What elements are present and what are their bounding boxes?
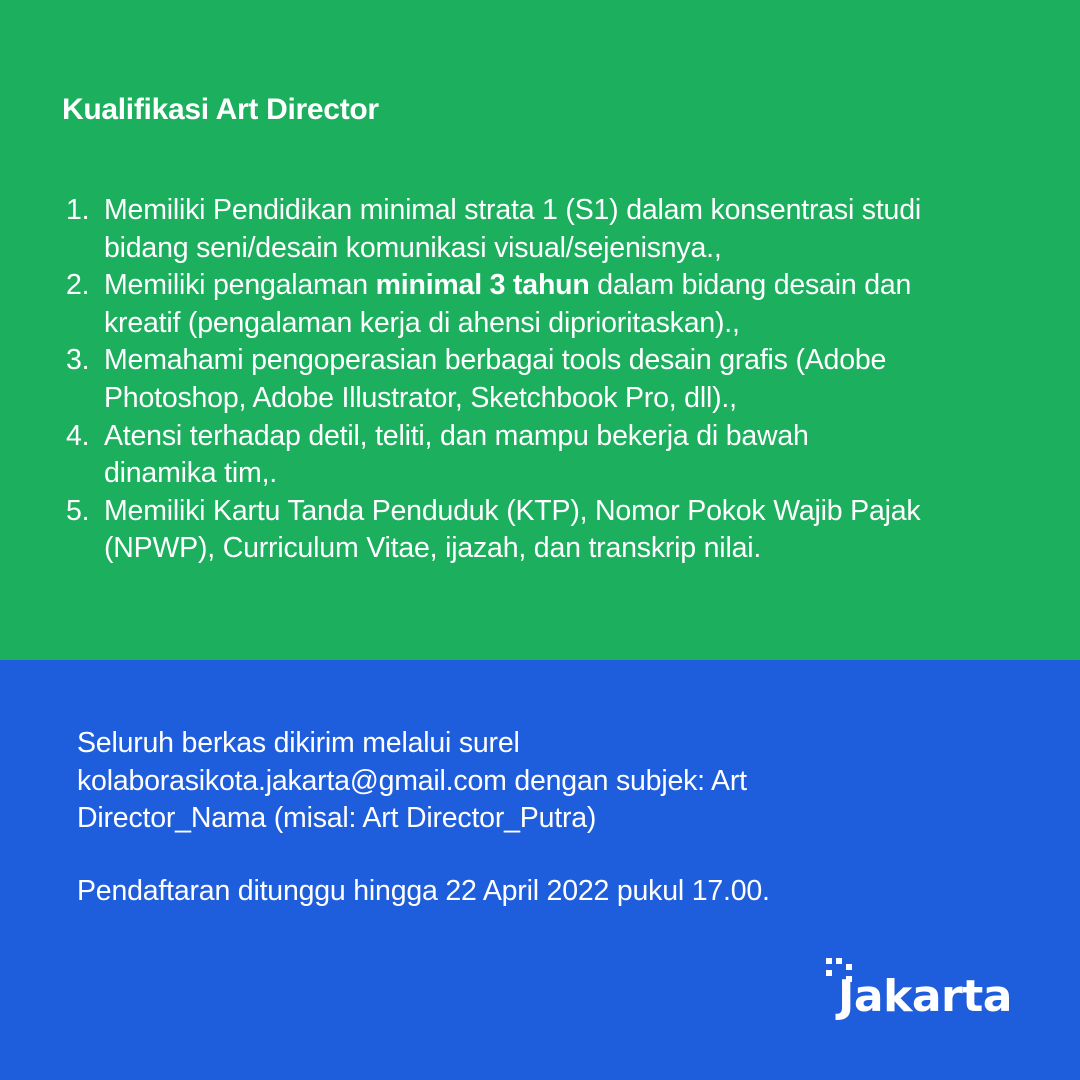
submission-instructions: Seluruh berkas dikirim melalui surel kolaborasikota.jakarta@gmail.com dengan subjek: Art Director_Nama (misal: Art Director_Putra) bbox=[77, 725, 977, 838]
requirement-text: Memiliki pengalaman minimal 3 tahun dalam bidang desain dan kreatif (pengalaman kerja di ahensi diprioritaskan)., bbox=[104, 269, 912, 339]
requirement-text: Atensi terhadap detil, teliti, dan mampu bekerja di bawah dinamika tim,. bbox=[104, 419, 809, 490]
requirement-number: 3. bbox=[66, 344, 90, 377]
requirement-item bbox=[62, 267, 1022, 342]
requirement-item bbox=[62, 418, 1022, 493]
requirement-item bbox=[62, 342, 1022, 417]
emphasis-text: minimal 3 tahun bbox=[375, 269, 590, 302]
requirement-number: 5. bbox=[66, 494, 90, 527]
requirement-number: 2. bbox=[66, 269, 90, 302]
requirements-list bbox=[62, 192, 1022, 568]
requirement-text: Memiliki Pendidikan minimal strata 1 (S1) dalam konsentrasi studi bidang seni/desain komunikasi visual/sejenisnya., bbox=[104, 194, 921, 264]
requirement-text: Memahami pengoperasian berbagai tools desain grafis (Adobe Photoshop, Adobe Illustrator, Sketchbook Pro, dll)., bbox=[104, 344, 887, 414]
requirement-number: 1. bbox=[66, 194, 90, 226]
deadline-text: Pendaftaran ditunggu hingga 22 April 2022 pukul 17.00. bbox=[77, 875, 770, 907]
logo-wordmark: Jakarta bbox=[838, 971, 1012, 1022]
requirement-number: 4. bbox=[66, 419, 90, 452]
email-address-line: kolaborasikota.jakarta@gmail.com dengan subjek: Art bbox=[77, 764, 747, 797]
requirement-item bbox=[62, 192, 1022, 267]
jakarta-logo bbox=[824, 958, 1034, 1028]
page-title: Kualifikasi Art Director bbox=[62, 93, 379, 126]
requirement-text: Memiliki Kartu Tanda Penduduk (KTP), Nomor Pokok Wajib Pajak (NPWP), Curriculum Vitae, ijazah, dan transkrip nilai. bbox=[104, 494, 921, 565]
requirement-item bbox=[62, 493, 1022, 568]
